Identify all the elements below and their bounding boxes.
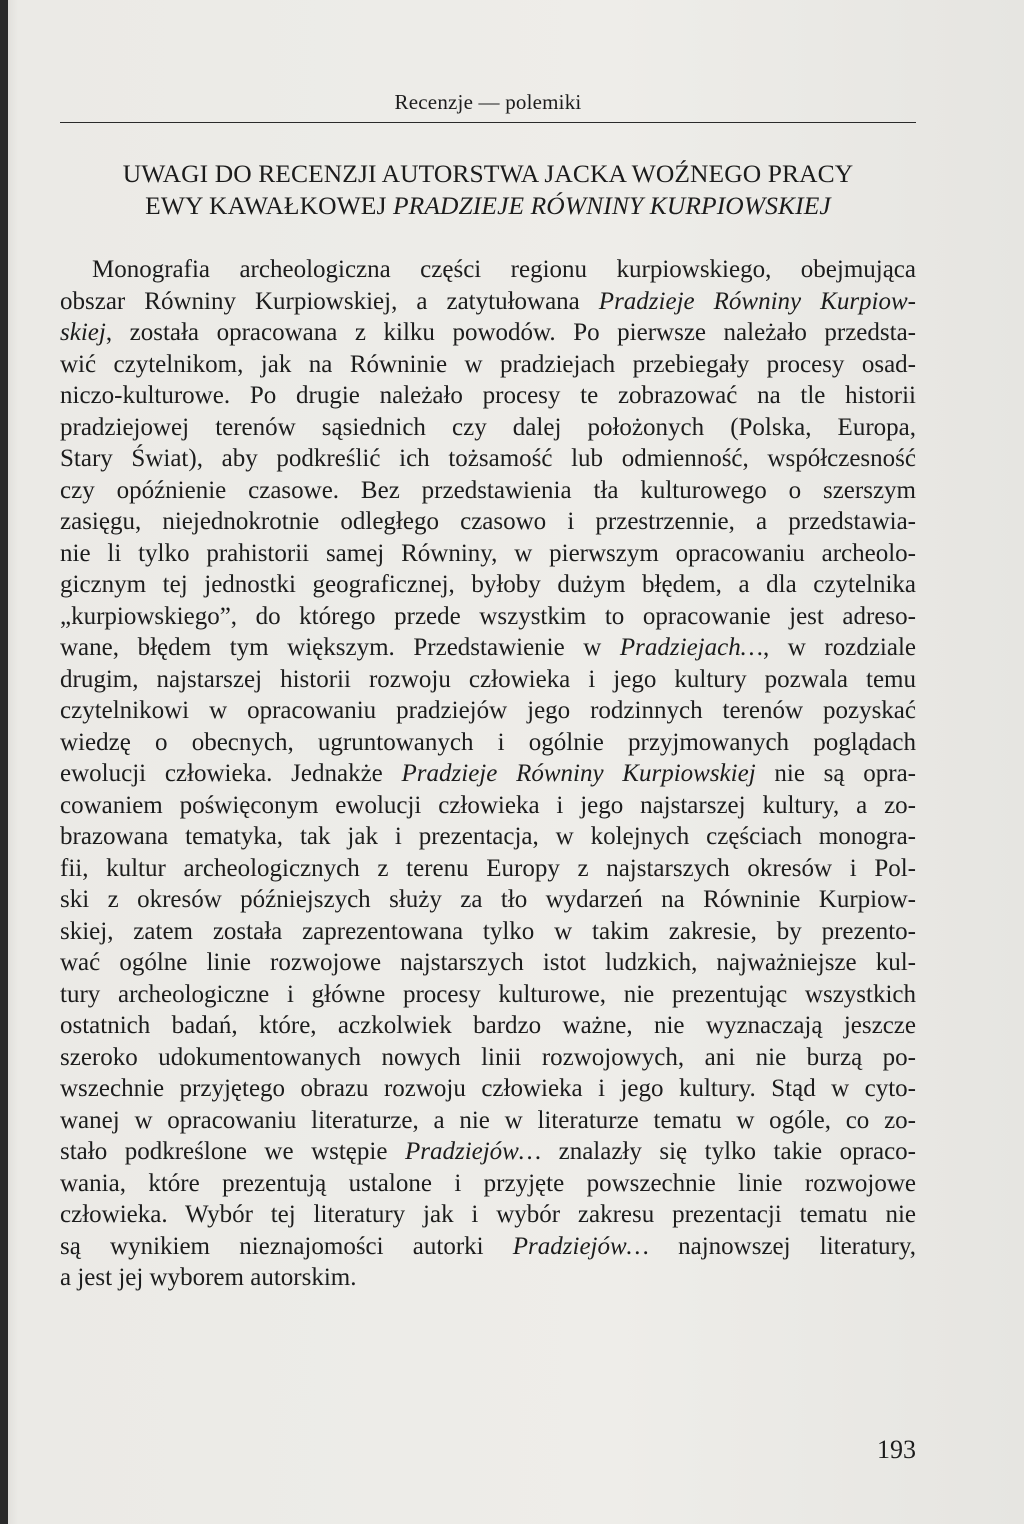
body-text-segment: wać ogólne linie rozwojowe najstarszych istot ludzkich, najważniejsze kul- <box>60 949 916 976</box>
body-text-segment: wania, które prezentują ustalone i przyjęte powszechnie linie rozwojowe <box>60 1169 916 1197</box>
title-author-part: EWY KAWAŁKOWEJ <box>145 191 393 220</box>
body-text-segment: , w rozdziale <box>762 634 916 661</box>
article-body <box>60 254 916 1294</box>
body-italic-segment: Pradzieje Równiny Kurpiow- <box>598 287 917 315</box>
body-text-segment: szeroko udokumentowanych nowych linii rozwojowych, ani nie burzą po- <box>60 1043 916 1071</box>
body-line <box>60 1073 916 1105</box>
body-line <box>60 664 916 696</box>
body-text-segment: nie są opra- <box>755 760 917 787</box>
title-line-2 <box>60 190 916 222</box>
body-text-segment: znalazły się tylko takie opraco- <box>541 1138 916 1165</box>
body-line <box>60 1136 916 1168</box>
article-title <box>60 158 916 222</box>
body-text-segment: wić czytelnikom, jak na Równinie w pradziejach przebiegały procesy osad- <box>60 350 916 378</box>
body-text-segment: Stary Świat), aby podkreślić ich tożsamość lub odmienność, współczesność <box>60 445 916 472</box>
body-line <box>60 1262 916 1294</box>
body-line <box>60 538 916 570</box>
body-line <box>60 727 916 759</box>
header-rule <box>60 122 916 123</box>
body-text-segment: a jest jej wyborem autorskim. <box>60 1264 357 1291</box>
book-spine-edge <box>0 0 8 1524</box>
body-line <box>60 254 916 286</box>
body-line <box>60 1010 916 1042</box>
body-line <box>60 412 916 444</box>
body-line <box>60 853 916 885</box>
body-text-segment: czy opóźnienie czasowe. Bez przedstawienia tła kulturowego o szerszym <box>60 476 916 504</box>
body-text-segment: człowieka. Wybór tej literatury jak i wybór zakresu prezentacji tematu nie <box>60 1201 916 1228</box>
body-line <box>60 349 916 381</box>
body-text-segment: niczo-kulturowe. Po drugie należało procesy te zobrazować na tle historii <box>60 382 916 409</box>
body-line <box>60 1231 916 1263</box>
body-italic-segment: skiej <box>60 319 106 346</box>
body-text-segment: fii, kultur archeologicznych z terenu Europy z najstarszych okresów i Pol- <box>60 854 916 882</box>
page-number: 193 <box>877 1435 916 1464</box>
body-text-segment: zasięgu, niejednokrotnie odległego czasowo i przestrzennie, a przedstawia- <box>60 508 916 535</box>
body-text-segment: obszar Równiny Kurpiowskiej, a zatytułowana <box>60 287 599 315</box>
body-text-segment: wane, błędem tym większym. Przedstawienie w <box>60 634 620 661</box>
body-line <box>60 821 916 853</box>
body-line <box>60 632 916 664</box>
body-text-segment: są wynikiem nieznajomości autorki <box>60 1232 513 1260</box>
body-line <box>60 758 916 790</box>
body-line <box>60 506 916 538</box>
body-line <box>60 695 916 727</box>
body-line <box>60 979 916 1011</box>
body-line <box>60 884 916 916</box>
body-italic-segment: Pradzieje Równiny Kurpiowskiej <box>401 760 756 787</box>
body-line <box>60 601 916 633</box>
body-line <box>60 475 916 507</box>
body-text-segment: wszechnie przyjętego obrazu rozwoju człowieka i jego kultury. Stąd w cyto- <box>60 1075 916 1102</box>
body-text-segment: ski z okresów późniejszych służy za tło wydarzeń na Równinie Kurpiow- <box>60 886 916 913</box>
running-head: Recenzje — polemiki <box>394 90 582 114</box>
body-text-segment: ewolucji człowieka. Jednakże <box>60 760 402 787</box>
body-text-segment: Monografia archeologiczna części regionu kurpiowskiego, obejmująca <box>92 256 916 283</box>
body-text-segment: , została opracowana z kilku powodów. Po pierwsze należało przedsta- <box>105 319 916 346</box>
body-text-segment: wanej w opracowaniu literaturze, a nie w literaturze tematu w ogóle, co zo- <box>60 1106 916 1134</box>
body-line <box>60 286 916 318</box>
body-text-segment: tury archeologiczne i główne procesy kulturowe, nie prezentując wszystkich <box>60 980 916 1008</box>
body-line <box>60 569 916 601</box>
body-text-segment: nie li tylko prahistorii samej Równiny, w pierwszym opracowaniu archeolo- <box>60 539 916 567</box>
body-text-segment: wiedzę o obecnych, ugruntowanych i ogólnie przyjmowanych poglądach <box>60 728 916 756</box>
body-line <box>60 790 916 822</box>
body-text-segment: skiej, zatem została zaprezentowana tylko w takim zakresie, by prezento- <box>60 917 916 945</box>
body-line <box>60 1042 916 1074</box>
body-text-segment: czytelnikowi w opracowaniu pradziejów jego rodzinnych terenów pozyskać <box>60 697 916 724</box>
body-line <box>60 1105 916 1137</box>
body-text-segment: najnowszej literatury, <box>648 1232 916 1260</box>
body-text-segment: brazowana tematyka, tak jak i prezentacja, w kolejnych częściach monogra- <box>60 823 916 850</box>
body-text-segment: „kurpiowskiego”, do którego przede wszystkim to opracowanie jest adreso- <box>60 602 916 630</box>
body-line <box>60 947 916 979</box>
title-line-1: UWAGI DO RECENZJI AUTORSTWA JACKA WOŹNEGO PRACY <box>122 159 854 188</box>
body-italic-segment: Pradziejów… <box>404 1138 542 1165</box>
body-line <box>60 1199 916 1231</box>
body-italic-segment: Pradziejów… <box>512 1232 649 1260</box>
body-text-segment: cowaniem poświęconym ewolucji człowieka i jego najstarszej kultury, a zo- <box>60 791 916 819</box>
body-text-segment: stało podkreślone we wstępie <box>60 1138 405 1165</box>
body-text-segment: drugim, najstarszej historii rozwoju człowieka i jego kultury pozwala temu <box>60 665 916 693</box>
body-line <box>60 916 916 948</box>
body-line <box>60 443 916 475</box>
body-text-segment: pradziejowej terenów sąsiednich czy dalej położonych (Polska, Europa, <box>60 413 916 441</box>
body-line <box>60 317 916 349</box>
body-italic-segment: Pradziejach… <box>619 634 763 661</box>
body-text-segment: ostatnich badań, które, aczkolwiek bardzo ważne, nie wyznaczają jeszcze <box>60 1012 916 1039</box>
title-book-name: PRADZIEJE RÓWNINY KURPIOWSKIEJ <box>392 191 831 220</box>
body-line <box>60 1168 916 1200</box>
body-line <box>60 380 916 412</box>
body-text-segment: gicznym tej jednostki geograficznej, byłoby dużym błędem, a dla czytelnika <box>60 571 916 598</box>
